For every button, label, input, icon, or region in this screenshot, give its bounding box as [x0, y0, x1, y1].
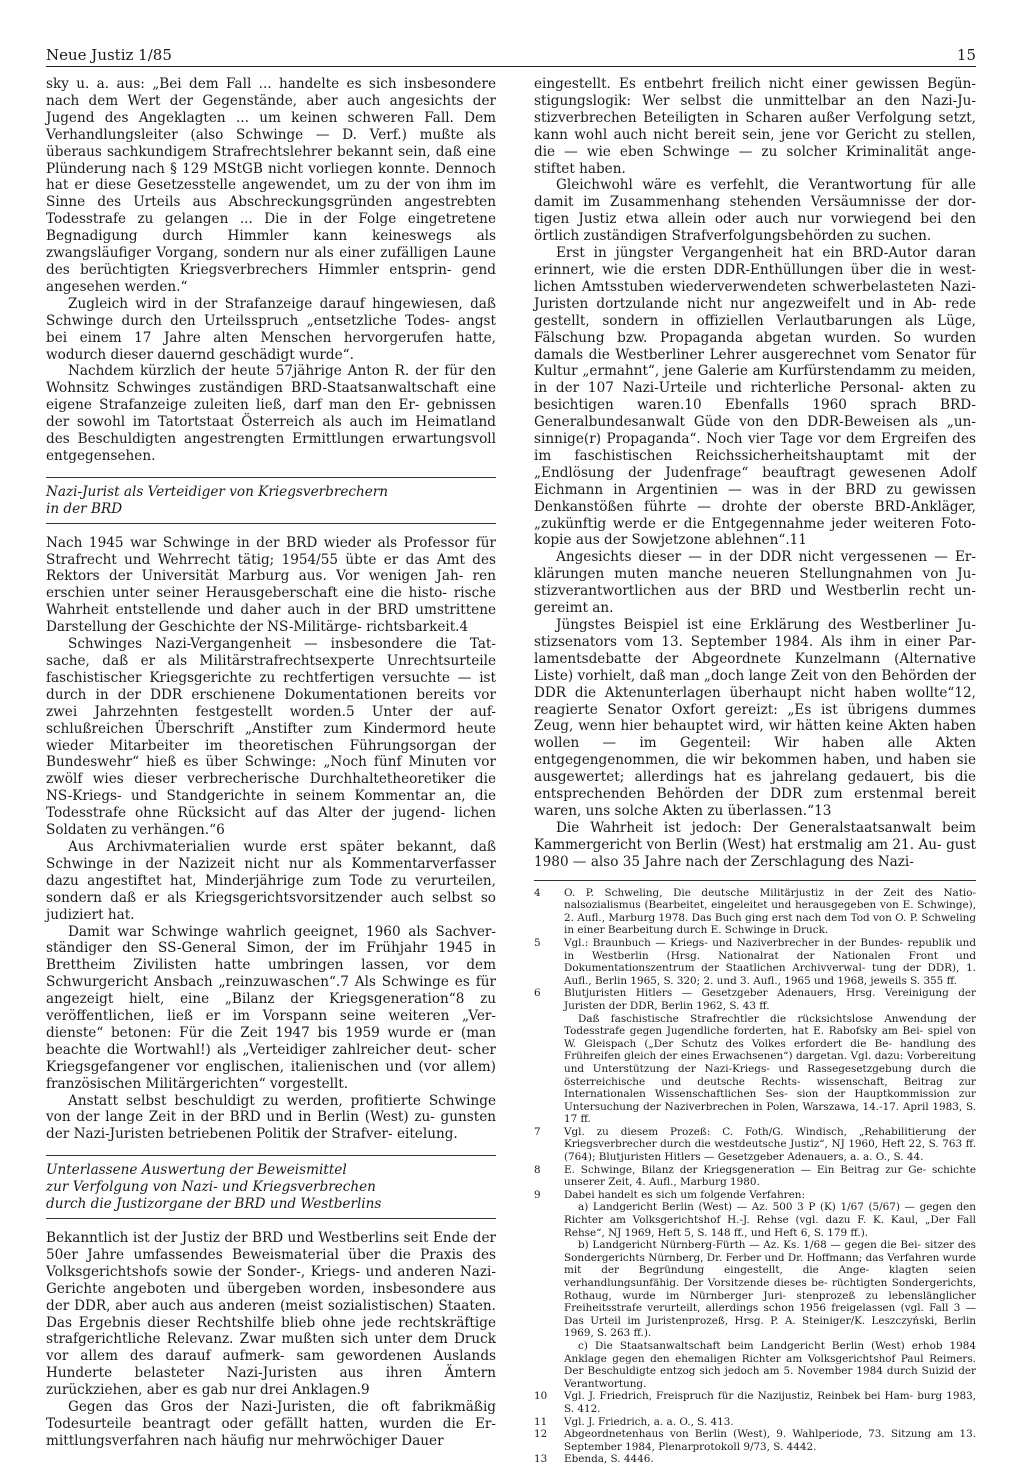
heading-line: Nazi-Jurist als Verteidiger von Kriegsverbrechern — [46, 483, 389, 500]
header-rule — [46, 66, 976, 67]
footnote — [534, 1390, 976, 1415]
paragraph: Angesichts dieser — in der DDR nicht vergessenen — Er- klärungen muten manche neueren Stellungnahmen von Ju- stizverantwortlichen aus der BRD und Westberlin recht un- gereimt an. — [534, 549, 976, 617]
running-header-journal: Neue Justiz 1/85 — [46, 46, 172, 64]
footnote-text — [564, 937, 976, 987]
footnote-number: 10 — [534, 1390, 548, 1403]
footnote — [534, 1164, 976, 1189]
footnote-number: 8 — [534, 1163, 541, 1176]
right-column — [534, 76, 976, 1466]
paragraph: Gleichwohl wäre es verfehlt, die Verantwortung für alle damit im Zusammenhang stehenden Versäumnisse der dor- tigen Justiz etwa allein oder auch nur vorwiegend bei den örtlich zuständigen Strafverfolgungsbehörden zu suchen. — [534, 177, 976, 245]
footnote-line: a) Landgericht Berlin (West) — Az. 500 3 P (K) 1/67 (5/67) — gegen den Richter am Volksgerichtshof H.-J. Rehse (vgl. dazu F. K. Kaul, „Der Fall Rehse“, NJ 1969, Heft 5, S. 148 ff., und Heft 6, S. 179 ff.). — [564, 1201, 976, 1239]
footnote-line: Vgl. J. Friedrich, Freispruch für die Nazijustiz, Reinbek bei Ham- burg 1983, S. 412. — [564, 1390, 976, 1415]
footnote-line: Abgeordnetenhaus von Berlin (West), 9. Wahlperiode, 73. Sitzung am 13. September 1984, Plenarprotokoll 9/73, S. 4442. — [564, 1428, 976, 1453]
footnote-line: E. Schwinge, Bilanz der Kriegsgeneration — Ein Beitrag zur Ge- schichte unserer Zeit, 4. Aufl., Marburg 1980. — [564, 1163, 976, 1189]
footnotes — [534, 887, 976, 1466]
section-heading-nazi-jurist — [46, 477, 496, 524]
footnote-number: 4 — [534, 886, 541, 899]
footnote — [534, 1126, 976, 1164]
paragraph: Damit war Schwinge wahrlich geeignet, 1960 als Sachver- ständiger den SS-General Simon, der im Frühjahr 1945 in Brettheim Zivilisten hatte umbringen lassen, vor dem Schwurgericht Ansbach „reinzuwaschen“.7 Als Schwinge es für angezeigt hielt, eine „Bilanz der Kriegsgeneration“8 zu veröffentlichen, ließ er im Vorspann seine weiteren „Ver- dienste“ betonen: Für die Zeit 1947 bis 1959 wurde er (man beachte die Wortwahl!) als „Verteidiger zahlreicher deut- scher Kriegsgefangener vor englischen, italienischen und (vor allem) französischen Militärgerichten“ vorgestellt. — [46, 923, 496, 1092]
section-heading-unterlassene-auswertung — [46, 1155, 496, 1219]
paragraph: eingestellt. Es entbehrt freilich nicht einer gewissen Begün- stigungslogik: Wer selbst die unmittelbar an den Nazi-Ju- stizverbrechen Beteiligten in Scharen außer Verfolgung setzt, kann wohl auch nicht bereit sein, jene vor Gericht zu stellen, die — wie eben Schwinge — zu solcher Kriminalität ange- stiftet haben. — [534, 76, 976, 177]
footnote-text — [564, 1416, 976, 1429]
footnote-number: 5 — [534, 936, 541, 949]
footnote — [534, 937, 976, 987]
footnote — [534, 987, 976, 1126]
page-number: 15 — [956, 46, 976, 64]
footnote-number: 6 — [534, 987, 541, 1000]
footnote-number: 11 — [534, 1415, 548, 1428]
footnote — [534, 887, 976, 937]
paragraph: Schwinges Nazi-Vergangenheit — insbesondere die Tat- sache, daß er als Militärstrafrechtsexperte Unrechtsurteile faschistischer Kriegsgerichte zu rechtfertigen versuchte — ist durch in der DDR erschienene Dokumentationen bereits vor zwei Jahrzehnten festgestellt worden.5 Unter der auf- schlußreichen Überschrift „Anstifter zum Kindermord heute wieder Mitarbeiter im theoretischen Führungsorgan der Bundeswehr“ hieß es über Schwinge: „Noch fünf Minuten vor zwölf wies dieser verbrecherische Durchhaltetheoretiker die NS-Kriegs- und Standgerichte in seinem Kommentar an, die Todesstrafe ohne Rücksicht auf das Alter der jugend- lichen Soldaten zu verhängen.“6 — [46, 636, 496, 839]
footnote-line: Ebenda, S. 4446. — [564, 1453, 654, 1466]
footnote-number: 13 — [534, 1453, 548, 1466]
footnote — [534, 1416, 976, 1429]
paragraph: Nachdem kürzlich der heute 57jährige Anton R. der für den Wohnsitz Schwinges zuständigen BRD-Staatsanwaltschaft eine eigene Strafanzeige zuleiten ließ, darf man den Er- gebnissen der sowohl im Tatortstaat Österreich als auch im Heimatland des Beschuldigten angestrengten Ermittlungen erwartungsvoll entgegensehen. — [46, 363, 496, 464]
paragraph: Jüngstes Beispiel ist eine Erklärung des Westberliner Ju- stizsenators vom 13. September 1984. Als ihm in einer Par- lamentsdebatte der Abgeordnete Kunzelmann (Alternative Liste) vorhielt, daß man „doch lange Zeit von den Behörden der DDR die Aktenunterlagen überhaupt nicht haben wollte“12, reagierte Senator Oxfort gereizt: „Es ist übrigens dummes Zeug, wenn hier behauptet wird, wir hätten keine Akten haben wollen — im Gegenteil: Wir haben alle Akten entgegengenommen, die wir bekommen haben, und haben sie ausgewertet; allerdings hat es jahrelang gedauert, bis die entsprechenden Behörden der DDR zum erstenmal bereit waren, uns solche Akten zu überlassen.“13 — [534, 617, 976, 819]
footnote-text — [564, 1126, 976, 1164]
footnote-line: c) Die Staatsanwaltschaft beim Landgericht Berlin (West) erhob 1984 Anklage gegen den ehemaligen Richter am Volksgerichtshof Paul Reimers. Der Beschuldigte entzog sich jedoch am 5. November 1984 durch Suizid der Verantwortung. — [564, 1339, 976, 1390]
heading-line: in der BRD — [46, 500, 123, 517]
footnote-text — [564, 1189, 976, 1391]
paragraph: Aus Archivmaterialien wurde erst später bekannt, daß Schwinge in der Nazizeit nicht nur als Kommentarverfasser dazu angestiftet hat, Minderjährige zum Tode zu verurteilen, sondern daß er als Kriegsgerichtsvorsitzender auch selbst so judiziert hat. — [46, 838, 496, 923]
paragraph: Gegen das Gros der Nazi-Juristen, die oft fabrikmäßig Todesurteile beantragt oder gefällt hatten, wurden die Er- mittlungsverfahren nach häufig nur mehrwöchiger Dauer — [46, 1399, 496, 1449]
footnote-number: 7 — [534, 1125, 541, 1138]
paragraph: Anstatt selbst beschuldigt zu werden, profitierte Schwinge von der lange Zeit in der BRD und in Berlin (West) zu- gunsten der Nazi-Juristen betriebenen Politik der Strafver- eitelung. — [46, 1092, 496, 1143]
paragraph: Bekanntlich ist der Justiz der BRD und Westberlins seit Ende der 50er Jahre umfassendes Beweismaterial über die Praxis des Volksgerichtshofs sowie der Sonder-, Kriegs- und anderen Nazi-Gerichte angeboten und übergeben worden, insbesondere aus der DDR, aber auch aus anderen (meist sozialistischen) Staaten. Das Ergebnis dieser Rechtshilfe blieb ohne jede rechtskräftige strafgerichtliche Relevanz. Zwar mußten sich unter dem Druck vor allem des darauf aufmerk- sam gewordenen Auslands Hunderte belasteter Nazi-Juristen aus ihren Ämtern zurückziehen, aber es gab nur drei Anklagen.9 — [46, 1230, 496, 1399]
paragraph: Nach 1945 war Schwinge in der BRD wieder als Professor für Strafrecht und Wehrrecht tätig; 1954/55 übte er das Amt des Rektors der Universität Marburg aus. Vor wenigen Jah- ren erschien unter seiner Herausgeberschaft eine die histo- rische Wahrheit entstellende und daher auch in der BRD umstrittene Darstellung der Geschichte der NS-Militärge- richtsbarkeit.4 — [46, 534, 496, 636]
footnote-number: 9 — [534, 1188, 541, 1201]
footnote-number: 12 — [534, 1428, 548, 1441]
footnote-text — [564, 1453, 976, 1466]
left-column — [46, 76, 496, 1450]
paragraph: Zugleich wird in der Strafanzeige darauf hingewiesen, daß Schwinge durch den Urteilsspruch „entsetzliche Todes- angst bei einem 17 Jahre alten Menschen hervorgerufen hatte, wodurch dieser dauernd geschädigt wurde“. — [46, 295, 496, 363]
footnote-line: Daß faschistische Strafrechtler die rücksichtslose Anwendung der Todesstrafe gegen Jugendliche forderten, hat E. Rabofsky am Bei- spiel von W. Gleispach („Der Schutz des Volkes erfordert die Be- handlung des Frühreifen gleich der eines Erwachsenen“) dargetan. Vgl. dazu: Vorbereitung und Unterstützung der Nazi-Kriegs- und Rassegesetzgebung durch die österreichische und deutsche Rechts- wissenschaft, Beitrag zur Internationalen Wissenschaftlichen Ses- sion der Hauptkommission zur Untersuchung der Naziverbrechen in Polen, Warszawa, 14.-17. April 1983, S. 17 ff. — [564, 1012, 976, 1126]
footnote-rule — [534, 880, 976, 881]
paragraph: Erst in jüngster Vergangenheit hat ein BRD-Autor daran erinnert, wie die ersten DDR-Enthüllungen über die in west- lichen Amtsstuben wiederverwendeten schwerbelasteten Nazi-Juristen dortzulande nicht nur angezweifelt und in Ab- rede gestellt, sondern in offiziellen Verlautbarungen als Lüge, Fälschung bzw. Propaganda abgetan wurden. So wurden damals die Westberliner Lehrer ausgerechnet vom Senator für Kultur „ermahnt“, jene Galerie am Kurfürstendamm zu meiden, in der 107 Nazi-Urteile und richterliche Personal- akten zu besichtigen waren.10 Ebenfalls 1960 sprach BRD-Generalbundesanwalt Güde von den DDR-Beweisen als „un- sinnige(r) Propaganda“. Noch vier Tage vor dem Ergreifen des im faschistischen Reichssicherheitshauptamt mit der „Endlösung der Judenfrage“ beauftragt gewesenen Adolf Eichmann in Argentinien — was in der BRD zu gewissen Denkanstößen führte — drohte der oberste BRD-Ankläger, „zukünftig werde er die Entgegennahme jeder weiteren Foto- kopie aus der Sowjetzone ablehnen“.11 — [534, 245, 976, 549]
footnote-line: Vgl.: Braunbuch — Kriegs- und Naziverbrecher in der Bundes- republik und in Westberlin (Hrsg. Nationalrat der Nationalen Front und Dokumentationszentrum der Staatlichen Archivverwal- tung der DDR), 1. Aufl., Berlin 1965, S. 320; 2. und 3. Aufl., 1965 und 1968, jeweils S. 355 ff. — [564, 936, 976, 987]
footnote — [534, 1189, 976, 1391]
footnote-text — [564, 987, 976, 1126]
paragraph: Die Wahrheit ist jedoch: Der Generalstaatsanwalt beim Kammergericht von Berlin (West) hat erstmalig am 21. Au- gust 1980 — also 35 Jahre nach der Zerschlagung des Nazi- — [534, 819, 976, 870]
footnote-text — [564, 887, 976, 937]
footnote-line: Blutjuristen Hitlers — Gesetzgeber Adenauers, Hrsg. Vereinigung der Juristen der DDR, Berlin 1962, S. 43 ff. — [564, 987, 976, 1012]
footnote-line: Vgl. zu diesem Prozeß: C. Foth/G. Windisch, „Rehabilitierung der Kriegsverbrecher durch die westdeutsche Justiz“, NJ 1960, Heft 22, S. 763 ff. (764); Blutjuristen Hitlers — Gesetzgeber Adenauers, a. a. O., S. 44. — [564, 1125, 976, 1164]
footnote-text — [564, 1164, 976, 1189]
footnote-line: O. P. Schweling, Die deutsche Militärjustiz in der Zeit des Natio- nalsozialismus (Bearbeitet, eingeleitet und herausgegeben von E. Schwinge), 2. Aufl., Marburg 1978. Das Buch ging erst nach dem Tod von O. P. Schweling in einer Bearbeitung durch E. Schwinge in Druck. — [564, 886, 976, 937]
footnote-line: Vgl. J. Friedrich, a. a. O., S. 413. — [564, 1415, 734, 1428]
heading-line: durch die Justizorgane der BRD und Westberlins — [46, 1196, 382, 1213]
heading-line: zur Verfolgung von Nazi- und Kriegsverbrechen — [46, 1179, 376, 1196]
footnote-line: Dabei handelt es sich um folgende Verfahren: — [564, 1188, 805, 1201]
footnote-text — [564, 1390, 976, 1415]
heading-line: Unterlassene Auswertung der Beweismittel — [46, 1162, 347, 1179]
paragraph: sky u. a. aus: „Bei dem Fall ... handelte es sich insbesondere nach dem Wert der Gegenstände, aber auch angesichts der Jugend des Angeklagten ... um keinen schweren Fall. Dem Verhandlungsleiter (also Schwinge — D. Verf.) mußte als überaus sachkundigem Strafrechtslehrer bekannt sein, daß eine Plünderung nach § 129 MStGB nicht vorliegen konnte. Dennoch hat er diese Gesetzesstelle angewendet, um zu der von ihm im Sinne des Urteils aus Abschreckungsgründen angestrebten Todesstrafe zu gelangen ... Die in der Folge eingetretene Begnadigung durch Himmler kann keineswegs als zwangsläufiger Vorgang, sondern nur als einer zufälligen Laune des berüchtigten Kriegsverbrechers Himmler entsprin- gend angesehen werden.“ — [46, 76, 496, 295]
footnote — [534, 1453, 976, 1466]
footnote-line: b) Landgericht Nürnberg-Fürth — Az. Ks. 1/68 — gegen die Bei- sitzer des Sondergerichts Nürnberg, Dr. Ferber und Dr. Hoffmann; das Verfahren wurde mit der Begründung eingestellt, die Ange- klagten seien verhandlungsunfähig. Der Vorsitzende dieses be- rüchtigten Sondergerichts, Rothaug, wurde im Nürnberger Juri- stenprozeß zu lebenslänglicher Freiheitsstrafe verurteilt, allerdings schon 1956 freigelassen (vgl. Fall 3 — Das Urteil im Juristenprozeß, Hrsg. P. A. Steiniger/K. Leszczyński, Berlin 1969, S. 263 ff.). — [564, 1239, 976, 1340]
